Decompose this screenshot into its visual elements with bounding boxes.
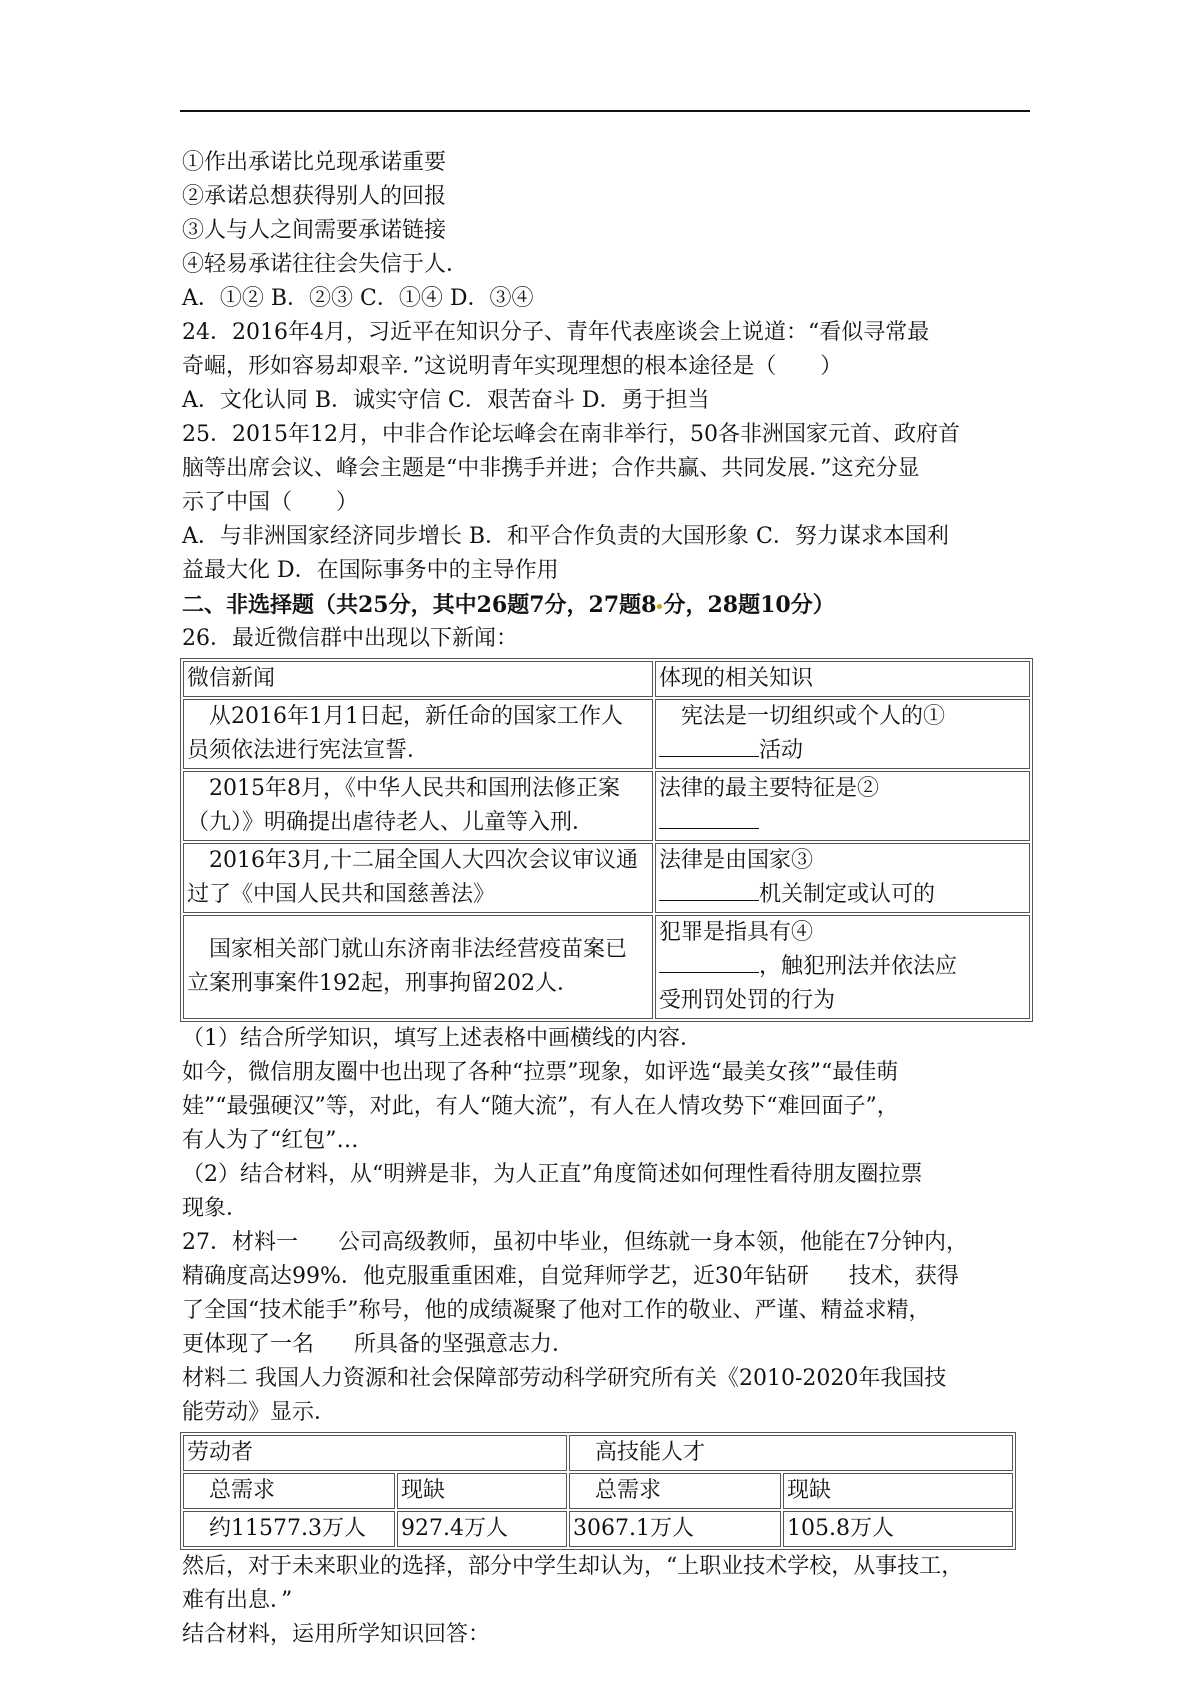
q27-line-3: 了全国“技术能手”称号，他的成绩凝聚了他对工作的敬业、严谨、精益求精， [182, 1298, 931, 1323]
knowledge-text: 机关制定或认可的 [759, 882, 936, 907]
news-table [180, 658, 1033, 1022]
knowledge-text: 宪法是一切组织或个人的① [681, 704, 946, 729]
knowledge-text: 活动 [759, 738, 804, 763]
q27-line-1 [182, 1226, 1032, 1260]
group-label: 高技能人才 [595, 1440, 706, 1465]
q26-part-2-b: 现象． [182, 1196, 249, 1221]
knowledge-text: 受刑罚处罚的行为 [659, 988, 836, 1013]
knowledge-text: 法律是由国家③ [659, 848, 814, 873]
news-cell [183, 915, 653, 1019]
table-row [183, 771, 1030, 841]
q26-part-1: （1）结合所学知识，填写上述表格中画横线的内容． [182, 1026, 702, 1051]
q27-after-2: 难有出息．” [182, 1588, 293, 1613]
header-knowledge: 体现的相关知识 [655, 661, 1030, 697]
knowledge-text: 法律的最主要特征是② [659, 776, 880, 801]
value-cell [183, 1511, 395, 1547]
q25-line-1: 25．2015年12月，中非合作论坛峰会在南非举行，50各非洲国家元首、政府首 [182, 422, 960, 447]
news-cell [183, 699, 653, 769]
header-rule [180, 110, 1030, 112]
q27-final-prompt: 结合材料，运用所学知识回答： [182, 1622, 491, 1647]
subheader-label: 总需求 [595, 1478, 662, 1503]
news-text: 2016年3月,十二届全国人大四次会议审议通 [209, 848, 638, 873]
q25-line-2: 脑等出席会议、峰会主题是“中非携手并进；合作共赢、共同发展．”这充分显 [182, 456, 920, 481]
labor-table-subheaders [183, 1473, 1013, 1509]
value-cell: 3067.1万人 [569, 1511, 781, 1547]
q27-material-2-a: 材料二 我国人力资源和社会保障部劳动科学研究所有关《2010-2020年我国技 [182, 1366, 947, 1391]
q27-line-2 [182, 1260, 1032, 1294]
header-news: 微信新闻 [183, 661, 653, 697]
q26-text-3: 有人为了“红包”… [182, 1128, 359, 1153]
value-cell: 105.8万人 [783, 1511, 1013, 1547]
fill-blank-2 [659, 806, 759, 829]
q23-answers: A．①② B．②③ C．①④ D．③④ [182, 286, 534, 311]
q27-label: 27．材料一 [182, 1230, 298, 1255]
q26-intro: 26．最近微信群中出现以下新闻： [182, 626, 518, 651]
news-text: 过了《中国人民共和国慈善法》 [187, 882, 496, 907]
q26-text-1: 如今，微信朋友圈中也出现了各种“拉票”现象，如评选“最美女孩”“最佳萌 [182, 1060, 899, 1085]
fill-blank-3 [659, 878, 759, 901]
q27-after-1: 然后，对于未来职业的选择，部分中学生却认为，“上职业技术学校，从事技工， [182, 1554, 964, 1579]
value-text: 约11577.3万人 [209, 1516, 366, 1541]
q25-answers-2: 益最大化 D．在国际事务中的主导作用 [182, 558, 559, 583]
fill-blank-4 [659, 950, 759, 973]
q24-answers: A．文化认同 B．诚实守信 C．艰苦奋斗 D．勇于担当 [182, 388, 710, 413]
section-2-heading-a: 二、非选择题（共25分，其中26题7分，27题8 [182, 592, 657, 618]
group-skilled-talent [569, 1435, 1013, 1471]
q27-text: 公司高级教师，虽初中毕业，但练就一身本领，他能在7分钟内， [338, 1230, 968, 1255]
q26-text-2: 娃”“最强硬汉”等，对此，有人“随大流”，有人在人情攻势下“难回面子”， [182, 1094, 899, 1119]
q25-answers-1: A．与非洲国家经济同步增长 B．和平合作负责的大国形象 C．努力谋求本国利 [182, 524, 949, 549]
news-text: 从2016年1月1日起，新任命的国家工作人 [209, 704, 623, 729]
knowledge-text: ，触犯刑法并依法应 [759, 954, 958, 979]
group-workers: 劳动者 [183, 1435, 567, 1471]
table-row [183, 1511, 1013, 1547]
document-body [182, 146, 1032, 1652]
subheader-total-demand [183, 1473, 395, 1509]
marker-dot [657, 604, 662, 609]
q27-text: 更体现了一名 [182, 1332, 315, 1357]
table-row [183, 699, 1030, 769]
q27-text: 精确度高达99%．他克服重重困难，自觉拜师学艺，近30年钻研 [182, 1264, 809, 1289]
q27-text: 所具备的坚强意志力． [354, 1332, 575, 1357]
q23-option-4: ④轻易承诺往往会失信于人． [182, 252, 469, 277]
news-cell [183, 843, 653, 913]
fill-blank-1 [659, 734, 759, 757]
knowledge-text: 犯罪是指具有④ [659, 920, 814, 945]
news-text: 立案刑事案件192起，刑事拘留202人． [187, 971, 579, 996]
value-cell: 927.4万人 [397, 1511, 567, 1547]
section-2-heading-b: 分，28题10分） [663, 592, 835, 618]
knowledge-cell [655, 771, 1030, 841]
knowledge-cell [655, 915, 1030, 1019]
q27-material-2-b: 能劳动》显示． [182, 1400, 337, 1425]
table-row [183, 843, 1030, 913]
table-row [183, 915, 1030, 1019]
q26-part-2-a: （2）结合材料，从“明辨是非，为人正直”角度简述如何理性看待朋友圈拉票 [182, 1162, 923, 1187]
labor-table [180, 1432, 1016, 1550]
subheader-total-demand [569, 1473, 781, 1509]
q27-line-4 [182, 1328, 1032, 1362]
q27-text: 技术，获得 [848, 1264, 959, 1289]
q23-option-2: ②承诺总想获得别人的回报 [182, 184, 447, 209]
news-text: （九）》明确提出虐待老人、儿童等入刑． [187, 810, 595, 835]
section-2-heading [182, 588, 1032, 622]
q23-option-1: ①作出承诺比兑现承诺重要 [182, 150, 447, 175]
subheader-shortage: 现缺 [397, 1473, 567, 1509]
news-table-header [183, 661, 1030, 697]
q24-line-2: 奇崛，形如容易却艰辛．”这说明青年实现理想的根本途径是（ ） [182, 354, 843, 379]
labor-table-groups [183, 1435, 1013, 1471]
q23-option-3: ③人与人之间需要承诺链接 [182, 218, 447, 243]
news-text: 2015年8月，《中华人民共和国刑法修正案 [209, 776, 620, 801]
news-text: 员须依法进行宪法宣誓． [187, 738, 430, 763]
q24-line-1: 24．2016年4月，习近平在知识分子、青年代表座谈会上说道：“看似寻常最 [182, 320, 930, 345]
knowledge-cell [655, 699, 1030, 769]
q25-line-3: 示了中国（ ） [182, 490, 359, 515]
knowledge-cell [655, 843, 1030, 913]
subheader-label: 总需求 [209, 1478, 276, 1503]
news-cell [183, 771, 653, 841]
news-text: 国家相关部门就山东济南非法经营疫苗案已 [209, 937, 628, 962]
subheader-shortage: 现缺 [783, 1473, 1013, 1509]
